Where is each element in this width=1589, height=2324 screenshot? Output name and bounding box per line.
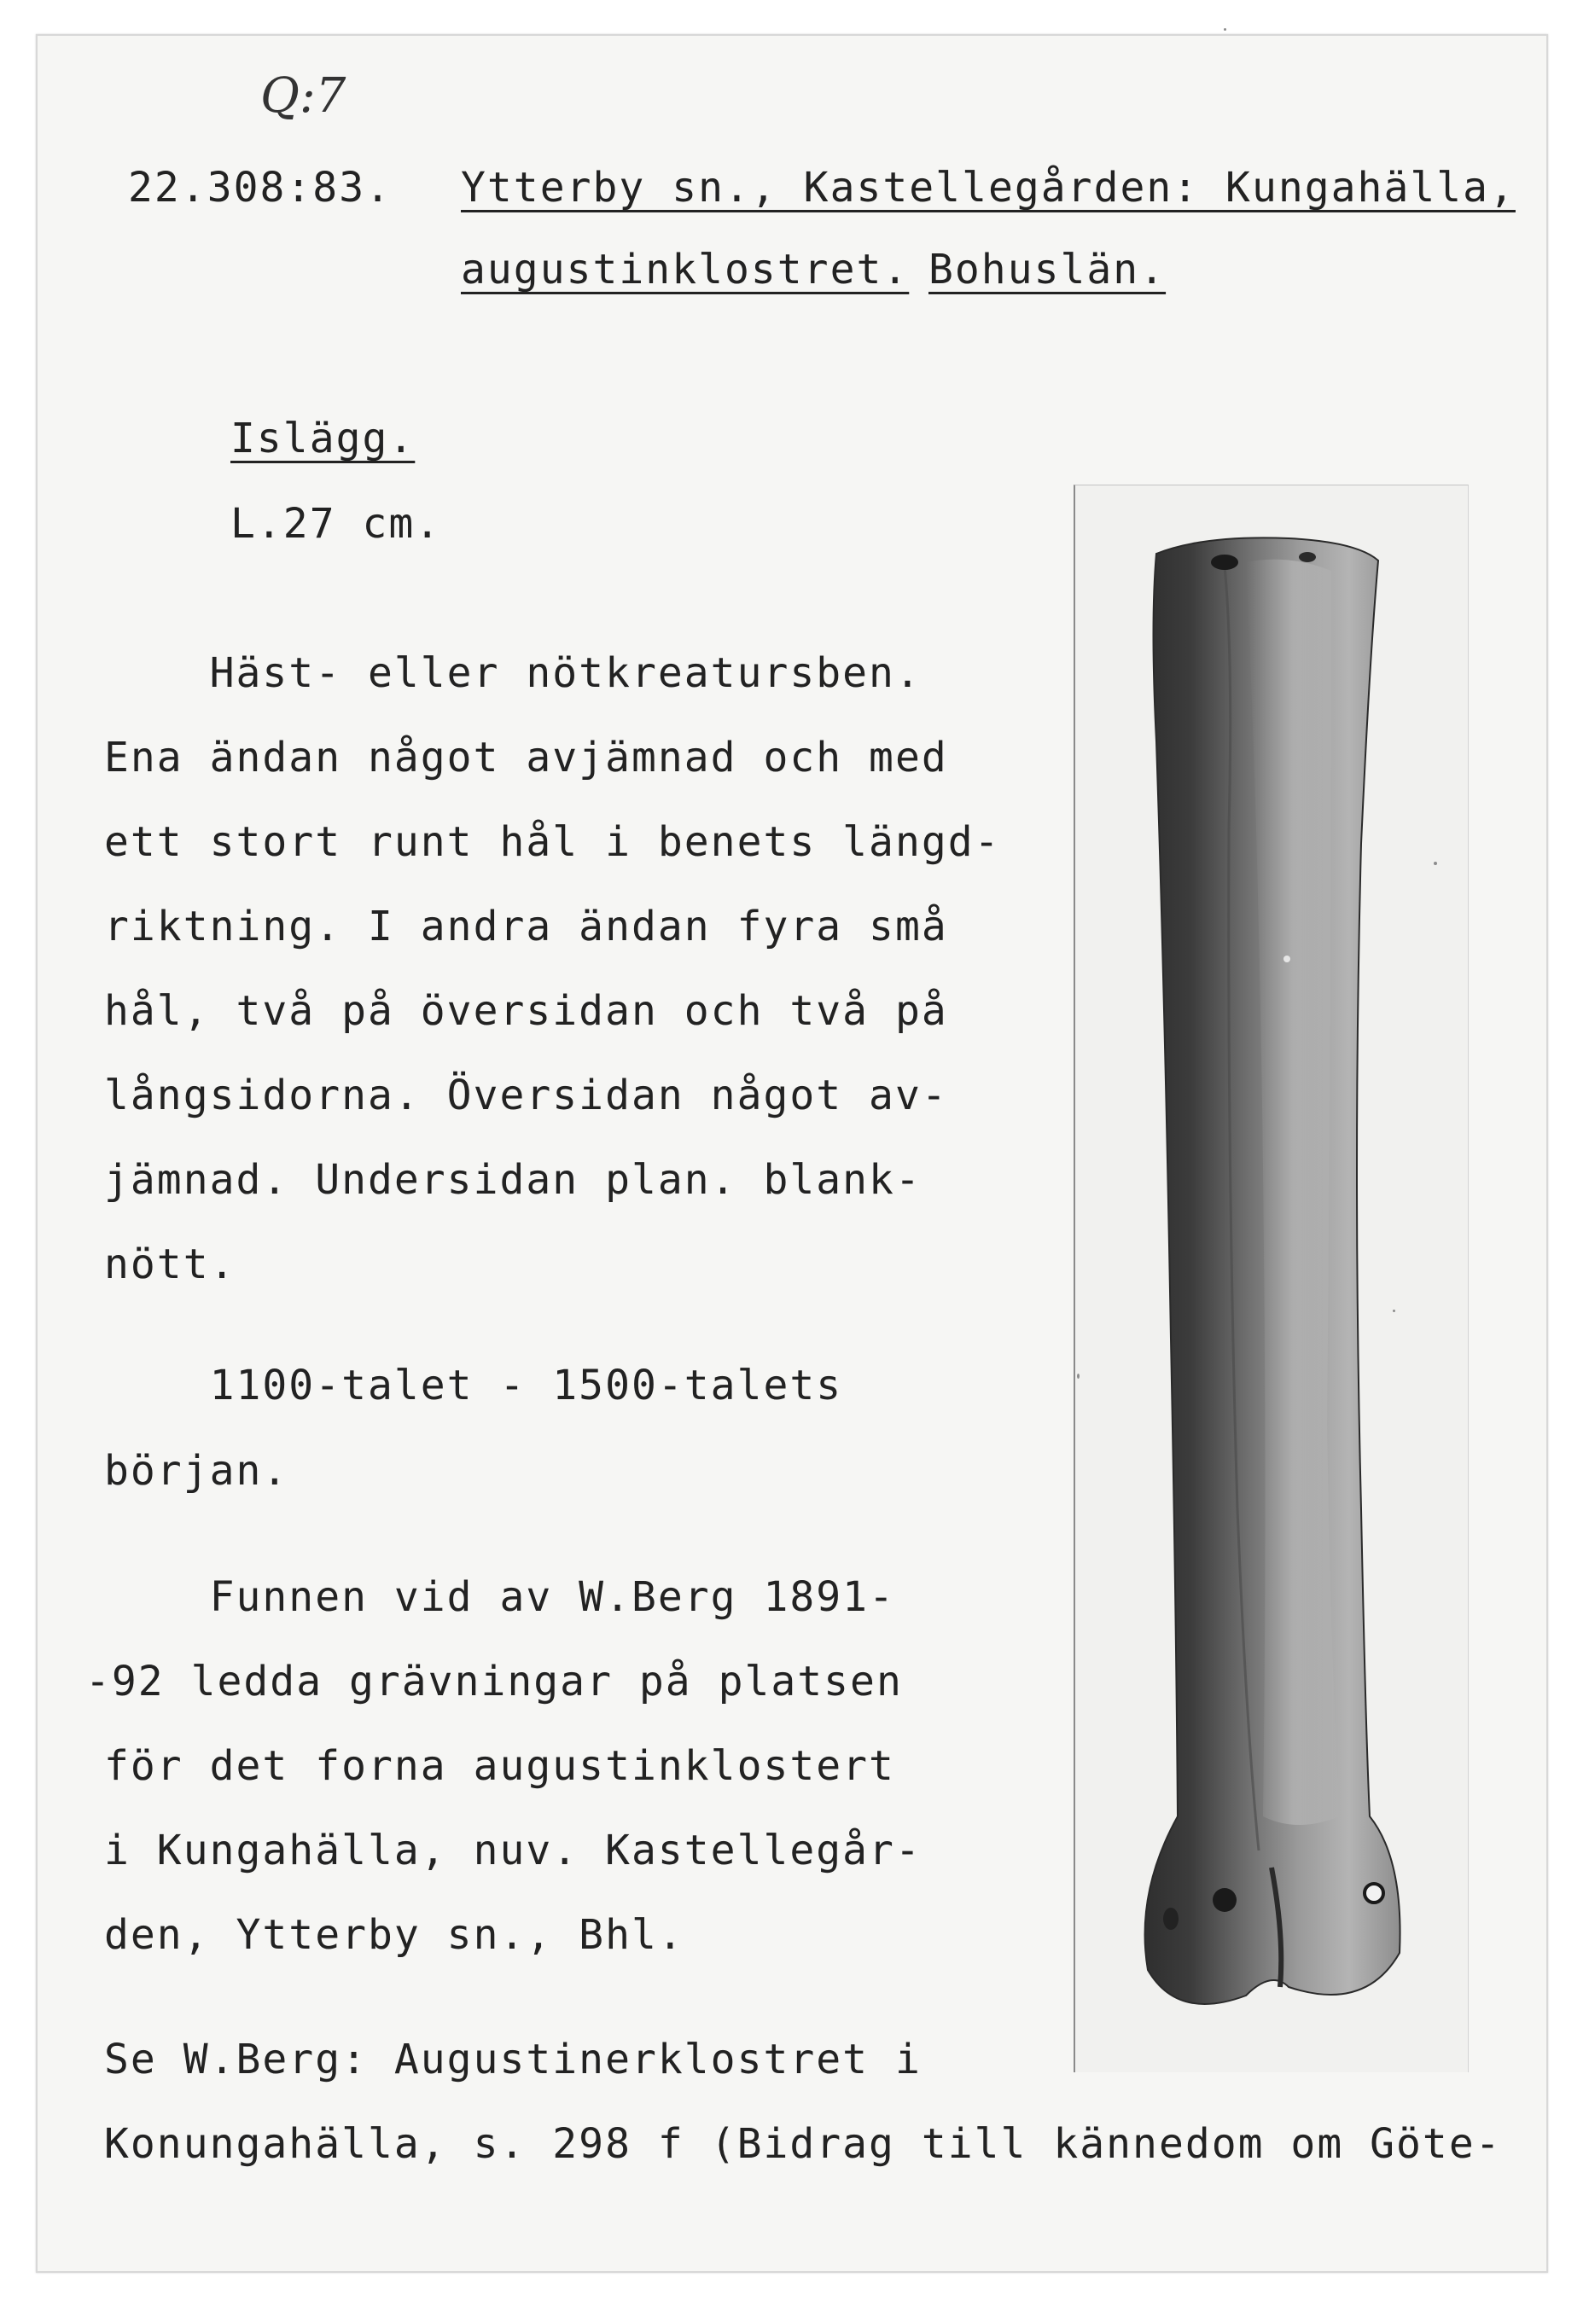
bone-skate-illustration [1075,485,1468,2072]
reference-line: Konungahälla, s. 298 f (Bidrag till kännedom om Göte- [104,2120,1502,2168]
description-line: Häst- eller nötkreatursben. [104,649,922,697]
side-hole-top [1299,552,1316,562]
dating-line: början. [104,1447,289,1495]
hole-bottom-right [1365,1884,1383,1903]
paper-speck [1434,862,1437,865]
hole-bottom-side [1163,1908,1179,1930]
description-line: Ena ändan något avjämnad och med [104,734,948,781]
hole-bottom-left [1213,1888,1237,1912]
description-line: långsidorna. Översidan något av- [104,1072,948,1119]
find-line: för det forna augustinklostert [104,1742,895,1790]
catalog-number: 22.308:83. [128,164,392,212]
paper-speck [1224,28,1226,31]
description-line: nött. [104,1240,236,1288]
find-line: i Kungahälla, nuv. Kastellegår- [104,1827,922,1874]
find-line: -92 ledda grävningar på platsen [85,1658,903,1705]
location-line-2b: Bohuslän. [928,246,1167,293]
paper-speck [1393,1310,1395,1312]
description-line: jämnad. Undersidan plan. blank- [104,1156,922,1204]
description-line: hål, två på översidan och två på [104,987,948,1035]
handwritten-mark: Q:7 [260,68,346,124]
small-spot [1283,956,1290,962]
description-line: riktning. I andra ändan fyra små [104,903,948,950]
location-line-2a: augustinklostret. [461,246,910,293]
reference-line: Se W.Berg: Augustinerklostret i [104,2036,922,2083]
paper-speck [1077,1374,1080,1379]
object-length: L.27 cm. [230,500,442,548]
dating-line: 1100-talet - 1500-talets [104,1362,843,1409]
location-line-1: Ytterby sn., Kastellegården: Kungahälla, [461,164,1516,212]
bone-skate-photo [1074,485,1469,2072]
find-line: Funnen vid av W.Berg 1891- [104,1573,895,1621]
description-line: ett stort runt hål i benets längd- [104,818,1001,866]
end-hole-top [1211,555,1238,570]
find-line: den, Ytterby sn., Bhl. [104,1911,684,1959]
object-name: Islägg. [230,415,416,462]
